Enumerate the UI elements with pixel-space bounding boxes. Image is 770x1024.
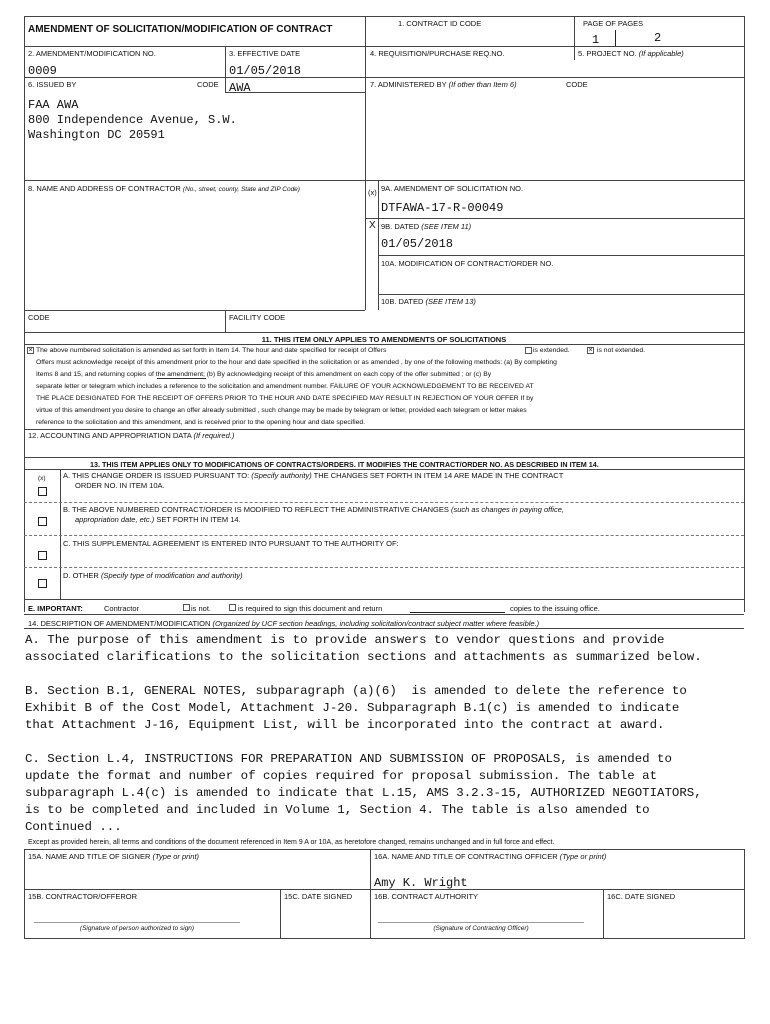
- option-d-line: D. OTHER (Specify type of modification and authority): [63, 571, 243, 580]
- administered-by-label: 7. ADMINISTERED BY (If other than Item 6): [370, 80, 517, 89]
- important-label: E. IMPORTANT:: [28, 604, 83, 613]
- important-contractor: Contractor: [104, 604, 140, 613]
- project-no-label: 5. PROJECT NO. (If applicable): [578, 49, 684, 58]
- item-11-line-3: Items 8 and 15, and returning copies of the amendment; (b) By acknowledging receipt of this amendment on each copy of the offer submitted ; or (c) By: [36, 371, 492, 378]
- item-13-x-label: (x): [38, 475, 46, 482]
- is-not-extended-label: is not extended.: [597, 347, 645, 354]
- issued-by-label: 6. ISSUED BY: [28, 80, 77, 89]
- contractor-address-label: 8. NAME AND ADDRESS OF CONTRACTOR (No., street, county, State and ZIP Code): [28, 184, 300, 193]
- amendment-solicitation-value: DTFAWA-17-R-00049: [381, 201, 504, 215]
- issuer-line-3: Washington DC 20591: [28, 128, 165, 142]
- item-11-line-7: reference to the solicitation and this amendment, and is received prior to the opening hour and date specified.: [36, 419, 366, 426]
- officer-label: 16A. NAME AND TITLE OF CONTRACTING OFFICER (Type or print): [374, 852, 607, 861]
- accounting-label: 12. ACCOUNTING AND APPROPRIATION DATA (If required.): [28, 431, 235, 440]
- is-required-checkbox[interactable]: [229, 604, 236, 611]
- is-not-extended-checkbox[interactable]: ×: [588, 347, 593, 354]
- description-para-b-2: Exhibit B of the Cost Model, Attachment J-20. Subparagraph B.1(c) is amended to indicate: [25, 701, 680, 715]
- requisition-label: 4. REQUISITION/PURCHASE REQ.NO.: [370, 49, 505, 58]
- is-not-label: is not.: [191, 604, 212, 613]
- amendment-no-value: 0009: [28, 64, 57, 78]
- item-11-line-6: virtue of this amendment you desire to change an offer already submitted , such change may be made by telegram or letter, provided each telegram or letter makes: [36, 407, 527, 414]
- item-11-line-1: The above numbered solicitation is amended as set forth in Item 14. The hour and date specified for receipt of Offers: [36, 347, 387, 354]
- officer-name: Amy K. Wright: [374, 876, 468, 890]
- other-modification-checkbox[interactable]: [38, 579, 47, 588]
- description-para-c-4: is to be completed and included in Volume 1, Section 4. The table is also amended to: [25, 803, 650, 817]
- except-statement: Except as provided herein, all terms and conditions of the document referenced in Item 9 A or 10A, as heretofore changed, remains unchanged and in full force and effect.: [28, 839, 555, 846]
- change-order-checkbox[interactable]: [38, 487, 47, 496]
- option-a-line-1: A. THIS CHANGE ORDER IS ISSUED PURSUANT TO: (Specify authority) THE CHANGES SET FORTH IN ITEM 14 ARE MADE IN THE CONTRACT: [63, 471, 564, 480]
- option-b-line-2: appropriation date, etc.) SET FORTH IN ITEM 14.: [75, 515, 241, 524]
- effective-date-label: 3. EFFECTIVE DATE: [229, 49, 301, 58]
- x-column-label: (x): [368, 188, 377, 197]
- issuer-line-2: 800 Independence Avenue, S.W.: [28, 113, 237, 127]
- is-extended-label: is extended.: [533, 347, 570, 354]
- description-para-a-2: associated clarifications to the solicitation sections and attachments as summarized below.: [25, 650, 702, 664]
- item-11-line-5: THE PLACE DESIGNATED FOR THE RECEIPT OF OFFERS PRIOR TO THE HOUR AND DATE SPECIFIED MAY RESULT IN REJECTION OF YOUR OFFER If by: [36, 395, 534, 402]
- administrative-change-checkbox[interactable]: [38, 517, 47, 526]
- item-11-heading: 11. THIS ITEM ONLY APPLIES TO AMENDMENTS OF SOLICITATIONS: [261, 335, 507, 344]
- form-title: AMENDMENT OF SOLICITATION/MODIFICATION OF CONTRACT: [28, 24, 333, 35]
- supplemental-agreement-checkbox[interactable]: [38, 551, 47, 560]
- description-para-c-3: subparagraph L.4(c) is amended to indicate that L.15, AMS 3.2.3-15, AUTHORIZED NEGOTIATORS,: [25, 786, 702, 800]
- contractor-offeror-label: 15B. CONTRACTOR/OFFEROR: [28, 892, 138, 901]
- is-not-checkbox[interactable]: [183, 604, 190, 611]
- code-value: AWA: [229, 81, 251, 95]
- signature-line-contractor[interactable]: (Signature of person authorized to sign): [79, 925, 195, 932]
- amendment-solicitation-label: 9A. AMENDMENT OF SOLICITATION NO.: [381, 184, 524, 193]
- code-label: CODE: [197, 80, 219, 89]
- issuer-line-1: FAA AWA: [28, 98, 79, 112]
- contract-id-label: 1. CONTRACT ID CODE: [398, 19, 482, 28]
- x-mark: X: [369, 220, 376, 231]
- item-13-heading: 13. THIS ITEM APPLIES ONLY TO MODIFICATIONS OF CONTRACTS/ORDERS. IT MODIFIES THE CONTRACT/ORDER NO. AS DESCRIBED IN ITEM 14.: [90, 460, 599, 469]
- description-label: 14. DESCRIPTION OF AMENDMENT/MODIFICATION (Organized by UCF section headings, including solicitation/contract subject matter where feasible.): [28, 619, 540, 628]
- copies-label: copies to the issuing office.: [510, 604, 600, 613]
- facility-code-label: FACILITY CODE: [229, 313, 286, 322]
- option-c-line: C. THIS SUPPLEMENTAL AGREEMENT IS ENTERED INTO PURSUANT TO THE AUTHORITY OF:: [63, 539, 399, 548]
- date-signed-16c-label: 16C. DATE SIGNED: [607, 892, 676, 901]
- description-para-a-1: A. The purpose of this amendment is to provide answers to vendor questions and provide: [25, 633, 665, 647]
- amendment-no-label: 2. AMENDMENT/MODIFICATION NO.: [28, 49, 156, 58]
- contractor-code-label: CODE: [28, 313, 50, 322]
- option-a-line-2: ORDER NO. IN ITEM 10A.: [75, 481, 165, 490]
- page-of-pages-label: PAGE OF PAGES: [583, 19, 644, 28]
- dated-9b-label: 9B. DATED (SEE ITEM 11): [381, 222, 472, 231]
- item-11-line-2: Offers must acknowledge receipt of this amendment prior to the hour and date specified in the solicitation or as amended , by one of the following methods: (a) By completing: [36, 359, 557, 366]
- code-label-2: CODE: [566, 80, 588, 89]
- contract-authority-label: 16B. CONTRACT AUTHORITY: [374, 892, 479, 901]
- is-extended-checkbox[interactable]: [525, 347, 532, 354]
- date-signed-15c-label: 15C. DATE SIGNED: [284, 892, 353, 901]
- total-pages: 2: [654, 31, 662, 45]
- dated-10b-label: 10B. DATED (SEE ITEM 13): [381, 297, 476, 306]
- item-11-line-4: separate letter or telegram which includes a reference to the solicitation and amendment number. FAILURE OF YOUR ACKNOWLEDGEMENT TO BE RECEIVED AT: [36, 383, 534, 390]
- description-para-b-1: B. Section B.1, GENERAL NOTES, subparagraph (a)(6) is amended to delete the reference to: [25, 684, 687, 698]
- dated-9b-value: 01/05/2018: [381, 237, 454, 251]
- signer-label: 15A. NAME AND TITLE OF SIGNER (Type or print): [28, 852, 200, 861]
- amended-checkbox[interactable]: ×: [28, 347, 33, 354]
- description-para-c-5: Continued ...: [25, 820, 122, 834]
- description-para-c-1: C. Section L.4, INSTRUCTIONS FOR PREPARATION AND SUBMISSION OF PROPOSALS, is amended to: [25, 752, 672, 766]
- effective-date-value: 01/05/2018: [229, 64, 302, 78]
- is-required-label: is required to sign this document and return: [238, 604, 383, 613]
- option-b-line-1: B. THE ABOVE NUMBERED CONTRACT/ORDER IS MODIFIED TO REFLECT THE ADMINISTRATIVE CHANGES (such as changes in paying office,: [63, 505, 564, 514]
- description-para-b-3: that Attachment J-16, Equipment List, will be incorporated into the contract at award.: [25, 718, 665, 732]
- description-para-c-2: update the format and number of copies required for proposal submission. The table at: [25, 769, 658, 783]
- modification-contract-label: 10A. MODIFICATION OF CONTRACT/ORDER NO.: [381, 259, 554, 268]
- page-number: 1: [592, 33, 600, 47]
- signature-line-officer[interactable]: (Signature of Contracting Officer): [433, 925, 529, 932]
